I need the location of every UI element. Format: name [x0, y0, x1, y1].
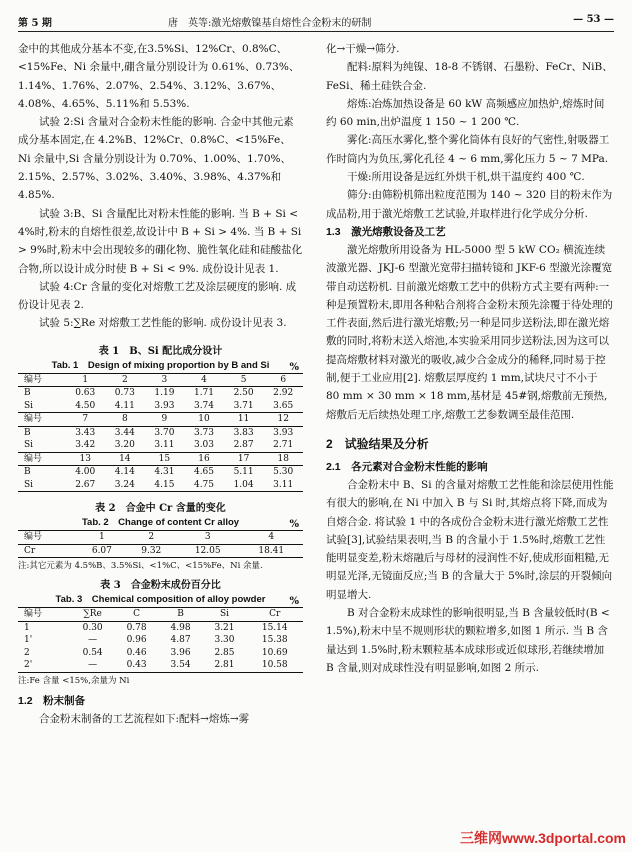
table-row — [18, 426, 303, 439]
table-cell: 3.73 — [193, 427, 215, 438]
table-cell: 2.67 — [65, 479, 105, 492]
table-cell: 3.42 — [65, 439, 105, 452]
left-column — [18, 40, 303, 728]
table-cell: 2 — [24, 647, 30, 658]
table-cell: 3.44 — [114, 427, 135, 438]
running-title: 唐 英等:激光熔敷镍基自熔性合金粉末的研制 — [168, 18, 372, 29]
table-cell: 3 — [176, 531, 240, 545]
table-cell: Cr — [18, 544, 77, 558]
table-cell: B — [24, 427, 31, 438]
body-paragraph: 激光熔敷所用设备为 HL-5000 型 5 kW CO₂ 横流连续波激光器、JKJ-6 型激光宽带扫描转镜和 JKF-6 型激光涂覆宽带自动送粉机. 目前激光熔敷工艺中的供粉方式主要有两种:一种是预置粉末,即用各种粘合剂将合金粉末预先涂覆于待处理的工件表面,然后进行激光熔敷;另一种是同步送粉法,即在激光熔敷的同时,将粉末送入熔池,本实验采用同步送粉法,因为这可以提高熔敷材料对激光的吸收,减少合金成分的稀释,同时易于控制,便于工业应用[2]. 熔敷层厚度约 1 mm,试块尺寸不小于 80 mm × 30 mm × 18 mm,基材是 45#钢,熔敷前无预热,熔敷后无后续热处理工序,熔敷工艺参数调至最佳范围. — [326, 243, 613, 421]
table-cell: 18 — [263, 452, 303, 466]
right-column — [326, 40, 614, 677]
body-paragraph: 试验 2:Si 含量对合金粉末性能的影响. 合金中其他元素成分基本固定,在 4.2%B、12%Cr、0.8%C、<15%Fe、Ni 余量中,Si 含量分别设计为 0.70%、1.00%、1.70%、2.15%、2.57%、3.02%、3.40%、3.98%、4.37%和4.85%. — [18, 116, 294, 202]
table-cell: Si — [203, 608, 247, 622]
table-cell: 2 — [105, 373, 145, 387]
table-cell: ∑Re — [71, 608, 115, 622]
table2-caption-cn: 表 2 合金中 Cr 含量的变化 — [95, 503, 226, 515]
table-cell: B — [24, 467, 31, 478]
table-cell: 4.98 — [170, 622, 191, 633]
watermark: 三维网www.3dportal.com — [460, 830, 626, 846]
table-cell: 4.50 — [65, 400, 105, 413]
page-number: — 53 — — [573, 14, 614, 25]
issue-number: 第 5 期 — [18, 18, 52, 29]
table2 — [18, 530, 303, 558]
table-cell: Si — [18, 479, 65, 492]
table-cell: 编号 — [18, 452, 65, 466]
table-cell: 1.19 — [154, 388, 175, 399]
table-cell: 9 — [145, 413, 185, 427]
table-cell: 4.31 — [154, 467, 175, 478]
table-row — [18, 400, 303, 413]
table3-unit: % — [289, 596, 299, 608]
table1 — [18, 373, 303, 493]
table3-caption-cn: 表 3 合金粉末成份百分比 — [100, 580, 221, 592]
table-cell: — — [88, 635, 98, 646]
table-cell: 3.03 — [184, 439, 224, 452]
body-paragraph: 合金粉末制备的工艺流程如下:配料→熔炼→雾 — [39, 712, 250, 725]
table-cell: 0.54 — [82, 647, 103, 658]
table-cell: 6 — [263, 373, 303, 387]
table-cell: 2.92 — [273, 388, 294, 399]
section-heading-1-3: 1.3 激光熔敷设备及工艺 — [326, 225, 446, 238]
section-heading-2: 2 试验结果及分析 — [326, 436, 429, 451]
body-paragraph: 干燥:所用设备是远红外烘干机,烘干温度约 400 ℃. — [347, 171, 585, 184]
body-paragraph: 筛分:由筛粉机筛出粒度范围为 140 ~ 320 目的粉末作为成品粉,用于激光熔敷工艺试验,并取样进行化学成分分析. — [326, 189, 613, 220]
table-row — [18, 387, 303, 400]
table2-caption-en: Tab. 2 Change of content Cr alloy — [81, 517, 240, 529]
table-cell: 3.96 — [170, 647, 191, 658]
table-cell: Cr — [246, 608, 303, 622]
table-cell: 14 — [105, 452, 145, 466]
table-cell: 8 — [105, 413, 145, 427]
table-cell: 2.81 — [203, 659, 247, 672]
table-cell: 编号 — [18, 413, 65, 427]
table2-note: 注:其它元素为 4.5%B、3.5%Si、<1%C、<15%Fe、Ni 余量. — [18, 561, 263, 572]
table-cell: 3.24 — [105, 479, 145, 492]
table-cell: 2 — [127, 531, 176, 545]
table-cell: 4.65 — [193, 467, 215, 478]
table-cell: 16 — [184, 452, 224, 466]
table3 — [18, 607, 303, 673]
body-paragraph: 试验 4:Cr 含量的变化对熔敷工艺及涂层硬度的影响. 成份设计见表 2. — [18, 280, 297, 312]
body-paragraph: 试验 3:B、Si 含量配比对粉末性能的影响. 当 B + Si < 4%时,粉末的自熔性很差,故设计中 B + Si > 4%. 当 B + Si > 9%时,粉末中会出现较多的硼化物、脆性氧化硅和硅酸盐化合物,所以设计成分时使 B + Si < 9%. 成份设计见表 1. — [18, 207, 303, 275]
table-cell: 3 — [145, 373, 185, 387]
table-cell: 1.71 — [193, 388, 215, 399]
table-cell: 4.11 — [105, 400, 145, 413]
table3-caption-en: Tab. 3 Chemical composition of alloy powder — [55, 594, 266, 606]
table-cell: 0.73 — [114, 388, 135, 399]
table-cell: 2.85 — [214, 647, 235, 658]
table-cell: 9.32 — [127, 544, 176, 558]
table-row — [18, 647, 303, 660]
table-cell: 编号 — [18, 608, 71, 622]
table-cell: — — [71, 659, 115, 672]
table-cell: 0.63 — [75, 388, 96, 399]
table-cell: 4 — [184, 373, 224, 387]
table-cell: 10 — [184, 413, 224, 427]
table-row — [18, 413, 303, 427]
table-cell: 0.78 — [126, 622, 147, 633]
table-cell: 4.75 — [184, 479, 224, 492]
table-cell: 1 — [24, 622, 30, 633]
table-cell: 18.41 — [239, 544, 303, 558]
table1-caption-en: Tab. 1 Design of mixing proportion by B and Si — [51, 359, 270, 371]
table-cell: 0.30 — [82, 622, 103, 633]
table-row — [18, 544, 303, 558]
table-row — [18, 634, 303, 647]
table-cell: 15.38 — [261, 635, 288, 646]
body-paragraph: 化→干燥→筛分. — [326, 43, 400, 55]
table1-caption-cn: 表 1 B、Si 配比成分设计 — [98, 345, 223, 357]
table3-note: 注:Fe 含量 <15%,余量为 Ni — [18, 675, 130, 686]
table-cell: B — [159, 608, 203, 622]
table-cell: 17 — [224, 452, 264, 466]
table-cell: 5.30 — [273, 467, 294, 478]
table-cell: 4 — [239, 531, 303, 545]
body-paragraph: 金中的其他成分基本不变,在3.5%Si、12%Cr、0.8%C、<15%Fe、Ni 余量中,硼含量分别设计为 0.61%、0.73%、1.14%、1.76%、2.07%、2.54%、3.12%、3.67%、4.08%、4.65%、5.11%和 5.53%. — [18, 43, 300, 110]
table-cell: Si — [18, 439, 65, 452]
table-cell: 10.69 — [261, 647, 288, 658]
table-cell: 0.46 — [126, 647, 147, 658]
table-cell: 3.71 — [224, 400, 264, 413]
table-cell: 编号 — [18, 373, 65, 387]
table-cell: 7 — [65, 413, 105, 427]
table-cell: 0.43 — [115, 659, 159, 672]
table-cell: 3.43 — [75, 427, 96, 438]
table-cell: 3.65 — [263, 400, 303, 413]
table-cell: 4.14 — [114, 467, 135, 478]
body-paragraph: 熔炼:冶炼加热设备是 60 kW 高频感应加热炉,熔炼时间约 60 min,出炉温度 1 150 ~ 1 200 ℃. — [326, 97, 605, 129]
body-paragraph: 合金粉末中 B、Si 的含量对熔敷工艺性能和涂层使用性能有很大的影响,在 Ni 中加入 B 与 Si 时,其熔点将下降,而成为自熔合金. 将试验 1 中的各成份合金粉末进行激光熔敷工艺性试验[3],试验结果表明,当 B 的含量小于 1.5%时,熔敷工艺性能明显变差,粉末熔融后与母材的浸润性不好,使成形面粗糙,无明显光泽,无镜面反应;当 B 的含量大于 5%时,涂层的开裂倾向明显增大. — [326, 478, 614, 601]
table-cell: 2.87 — [224, 439, 264, 452]
running-header — [18, 14, 614, 28]
section-heading-2-1: 2.1 各元素对合金粉末性能的影响 — [326, 460, 488, 473]
table-cell: 3.11 — [263, 479, 303, 492]
table-cell: 3.20 — [105, 439, 145, 452]
table-cell: C — [115, 608, 159, 622]
table-cell: 4.87 — [170, 635, 191, 646]
body-paragraph: 雾化:高压水雾化,整个雾化筒体有良好的气密性,射吸器工作时筒内为负压,雾化孔径 4 ~ 6 mm,雾化压力 5 ~ 7 MPa. — [326, 134, 610, 165]
table-cell: 13 — [65, 452, 105, 466]
table-row — [18, 531, 303, 545]
table-cell: 3.11 — [145, 439, 185, 452]
table-cell: B — [24, 388, 31, 399]
table-cell: 1 — [77, 531, 126, 545]
table-cell: 3.21 — [214, 622, 235, 633]
table-cell: 3.70 — [154, 427, 175, 438]
table-cell: 3.93 — [273, 427, 294, 438]
table-cell: 10.58 — [246, 659, 303, 672]
table-cell: 12 — [263, 413, 303, 427]
table-cell: 5.11 — [233, 467, 254, 478]
table-row — [18, 479, 303, 492]
table-cell: 2.71 — [263, 439, 303, 452]
table-cell: 3.93 — [145, 400, 185, 413]
table-row — [18, 608, 303, 622]
table-cell: 11 — [224, 413, 264, 427]
table-cell: 4.15 — [145, 479, 185, 492]
table-row — [18, 373, 303, 387]
body-paragraph: 配料:原料为纯镍、18-8 不锈钢、石墨粉、FeCr、NiB、FeSi、稀土硅铁合金. — [326, 61, 613, 92]
table-cell: 3.83 — [233, 427, 254, 438]
header-rule — [18, 31, 614, 32]
table-row — [18, 439, 303, 452]
table-row — [18, 452, 303, 466]
table-cell: 1' — [24, 635, 33, 646]
table-cell: 2' — [18, 659, 71, 672]
body-paragraph: 试验 5:∑Re 对熔敷工艺性能的影响. 成份设计见表 3. — [39, 317, 287, 330]
table-cell: 6.07 — [77, 544, 126, 558]
body-paragraph: B 对合金粉末成球性的影响很明显,当 B 含量较低时(B < 1.5%),粉末中呈不规则形状的颗粒增多,如图 1 所示. 当 B 含量达到 1.5%时,粉末颗粒基本成球形或近似球形,若继续增加 B 含量,则对成球性没有明显影响,如图 2 所示. — [326, 607, 610, 674]
table-cell: 15 — [145, 452, 185, 466]
table-cell: 编号 — [18, 531, 77, 545]
table-cell: 12.05 — [176, 544, 240, 558]
table-cell: 1.04 — [224, 479, 264, 492]
section-heading-1-2: 1.2 粉末制备 — [18, 694, 86, 707]
table-cell: Si — [18, 400, 65, 413]
table-row — [18, 466, 303, 479]
table1-unit: % — [289, 361, 299, 373]
table-row — [18, 621, 303, 634]
table-cell: 5 — [224, 373, 264, 387]
table-cell: 3.74 — [184, 400, 224, 413]
table-cell: 0.96 — [126, 635, 147, 646]
table-cell: 2.50 — [233, 388, 254, 399]
table-cell: 4.00 — [75, 467, 96, 478]
table-cell: 3.54 — [159, 659, 203, 672]
table-cell: 3.30 — [214, 635, 235, 646]
table2-unit: % — [289, 519, 299, 531]
table-cell: 15.14 — [261, 622, 288, 633]
table-cell: 1 — [65, 373, 105, 387]
table-row — [18, 659, 303, 672]
